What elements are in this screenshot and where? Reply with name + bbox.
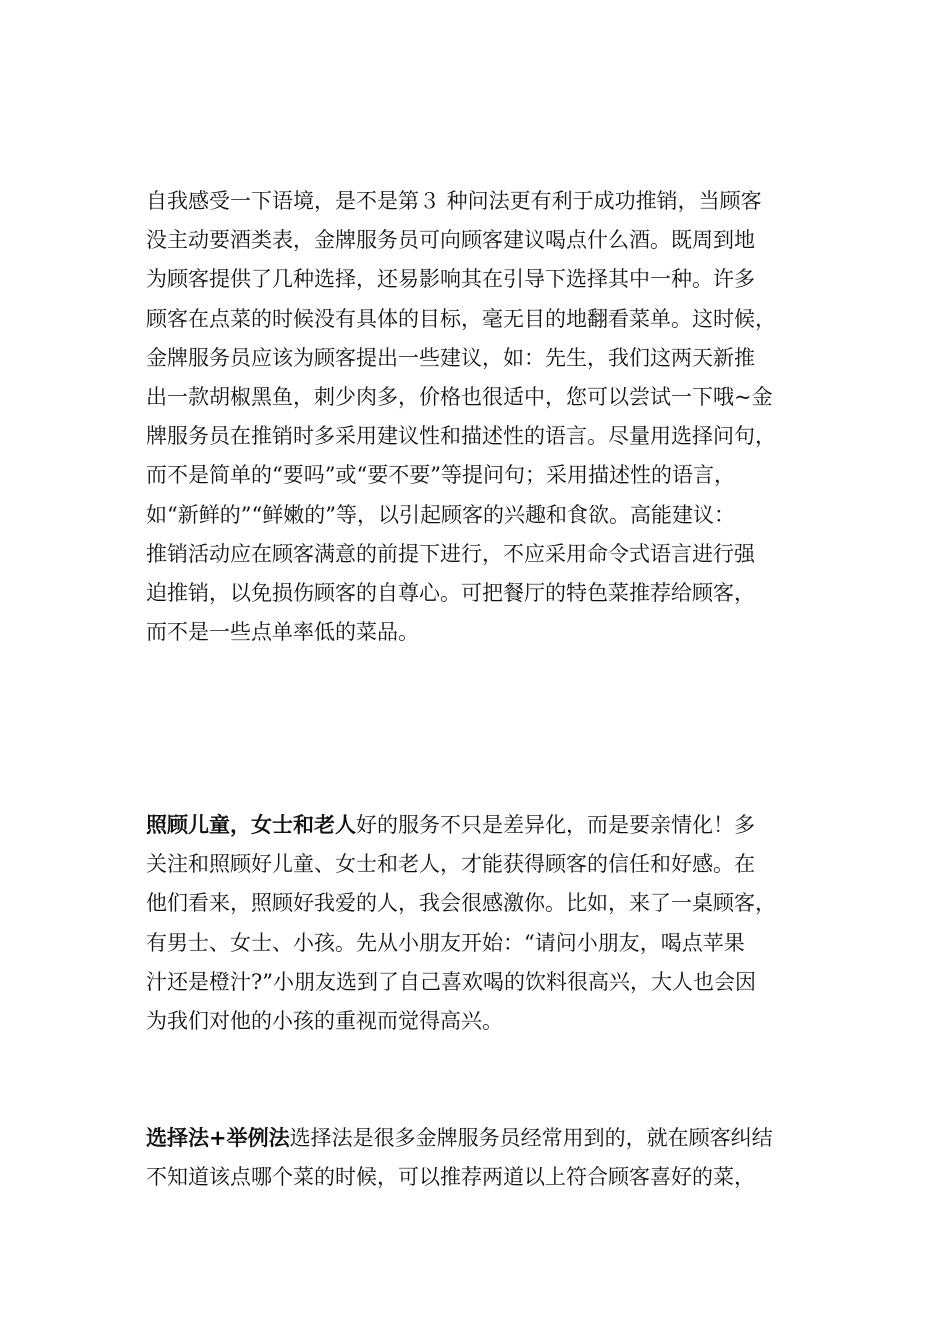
text-line: 有男士、女士、小孩。先从小朋友开始：“请问小朋友，喝点苹果 <box>146 930 745 955</box>
text-line: 出一款胡椒黑鱼，刺少肉多，价格也很适中，您可以尝试一下哦~金 <box>146 384 773 409</box>
paragraph-care-children-women-elderly <box>146 806 818 1041</box>
text-run: 好的服务不只是差异化，而是要亲情化！多 <box>356 813 755 837</box>
text-line: 为我们对他的小孩的重视而觉得高兴。 <box>146 1008 503 1033</box>
text-line: 不知道该点哪个菜的时候，可以推荐两道以上符合顾客喜好的菜， <box>146 1165 755 1190</box>
text-line: 汁还是橙汁?”小朋友选到了自己喜欢喝的饮料很高兴，大人也会因 <box>146 969 756 994</box>
paragraph-choice-and-example-method <box>146 1119 818 1197</box>
text-line: 为顾客提供了几种选择，还易影响其在引导下选择其中一种。许多 <box>146 267 755 292</box>
section-heading: 选择法+举例法 <box>146 1126 290 1150</box>
text-line-with-heading <box>146 1119 818 1158</box>
text-line: 关注和照顾好儿童、女士和老人，才能获得顾客的信任和好感。在 <box>146 852 755 877</box>
paragraph-recommendation-language <box>146 182 818 652</box>
text-run: 选择法是很多金牌服务员经常用到的，就在顾客纠结 <box>289 1126 773 1150</box>
text-line: 他们看来，照顾好我爱的人，我会很感激你。比如，来了一桌顾客， <box>146 891 776 916</box>
text-line: 推销活动应在顾客满意的前提下进行，不应采用命令式语言进行强 <box>146 541 755 566</box>
text-line: 如“新鲜的”“鲜嫩的”等，以引起顾客的兴趣和食欲。高能建议： <box>146 502 735 527</box>
text-line: 金牌服务员应该为顾客提出一些建议，如：先生，我们这两天新推 <box>146 345 755 370</box>
text-line: 而不是简单的“要吗”或“要不要”等提问句；采用描述性的语言， <box>146 463 735 488</box>
text-line: 迫推销，以免损伤顾客的自尊心。可把餐厅的特色菜推荐给顾客， <box>146 580 755 605</box>
text-line: 而不是一些点单率低的菜品。 <box>146 620 419 645</box>
text-line: 没主动要酒类表，金牌服务员可向顾客建议喝点什么酒。既周到地 <box>146 228 755 253</box>
text-line: 自我感受一下语境，是不是第３ 种问法更有利于成功推销，当顾客 <box>146 189 762 213</box>
section-heading: 照顾儿童，女士和老人 <box>146 813 356 837</box>
text-line: 顾客在点菜的时候没有具体的目标，毫无目的地翻看菜单。这时候， <box>146 306 776 331</box>
text-line-with-heading <box>146 806 818 845</box>
text-line: 牌服务员在推销时多采用建议性和描述性的语言。尽量用选择问句， <box>146 424 776 449</box>
